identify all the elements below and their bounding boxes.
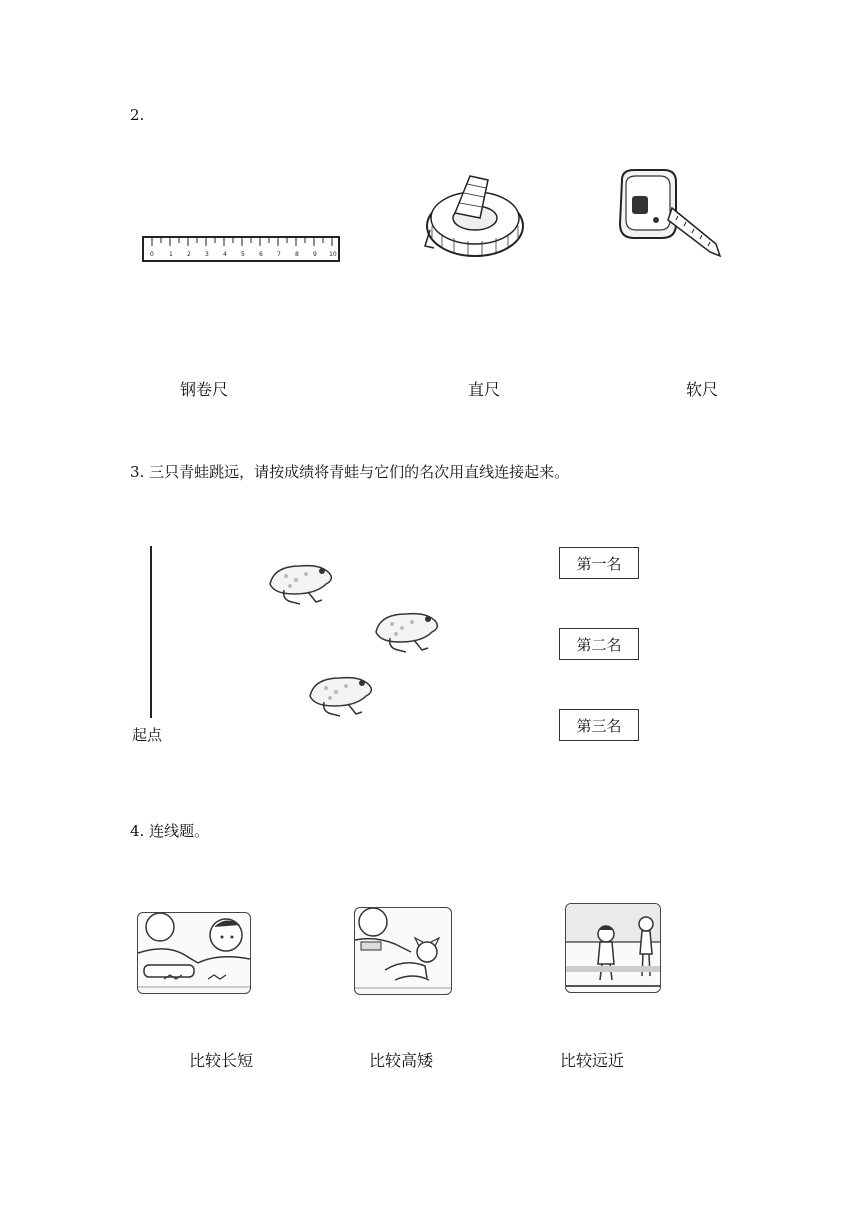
- question-2-number: 2.: [130, 106, 145, 124]
- frog-icon: [264, 560, 338, 606]
- svg-text:6: 6: [259, 251, 263, 258]
- svg-text:5: 5: [241, 251, 245, 258]
- svg-text:8: 8: [295, 251, 299, 258]
- steel-tape-measure-icon: [612, 166, 724, 266]
- compare-height-picture[interactable]: [354, 907, 452, 995]
- svg-text:4: 4: [223, 251, 227, 258]
- rank-box-second[interactable]: 第二名: [559, 628, 639, 660]
- frog-icon: [304, 672, 378, 718]
- svg-text:9: 9: [313, 251, 317, 258]
- match-label-2: 比较高矮: [369, 1051, 434, 1070]
- start-label: 起点: [132, 726, 163, 744]
- svg-text:0: 0: [150, 251, 154, 258]
- question-4-text: 4. 连线题。: [130, 822, 210, 840]
- svg-text:2: 2: [187, 251, 191, 258]
- svg-text:3: 3: [205, 251, 209, 258]
- svg-text:7: 7: [277, 251, 281, 258]
- tool-label-2: 直尺: [468, 380, 501, 399]
- straight-ruler-icon: [142, 236, 340, 262]
- soft-tape-measure-icon: [420, 168, 530, 268]
- tool-label-3: 软尺: [686, 380, 719, 399]
- svg-text:1: 1: [169, 251, 173, 258]
- compare-length-picture[interactable]: [137, 912, 251, 994]
- rank-box-third[interactable]: 第三名: [559, 709, 639, 741]
- match-label-3: 比较远近: [560, 1051, 625, 1070]
- svg-text:10: 10: [329, 251, 337, 258]
- question-3-text: 3. 三只青蛙跳远，请按成绩将青蛙与它们的名次用直线连接起来。: [130, 463, 570, 481]
- rank-box-first[interactable]: 第一名: [559, 547, 639, 579]
- match-label-1: 比较长短: [189, 1051, 254, 1070]
- tool-label-1: 钢卷尺: [180, 380, 229, 399]
- start-line: [150, 546, 152, 718]
- compare-distance-picture[interactable]: [565, 903, 661, 993]
- frog-icon: [370, 608, 444, 654]
